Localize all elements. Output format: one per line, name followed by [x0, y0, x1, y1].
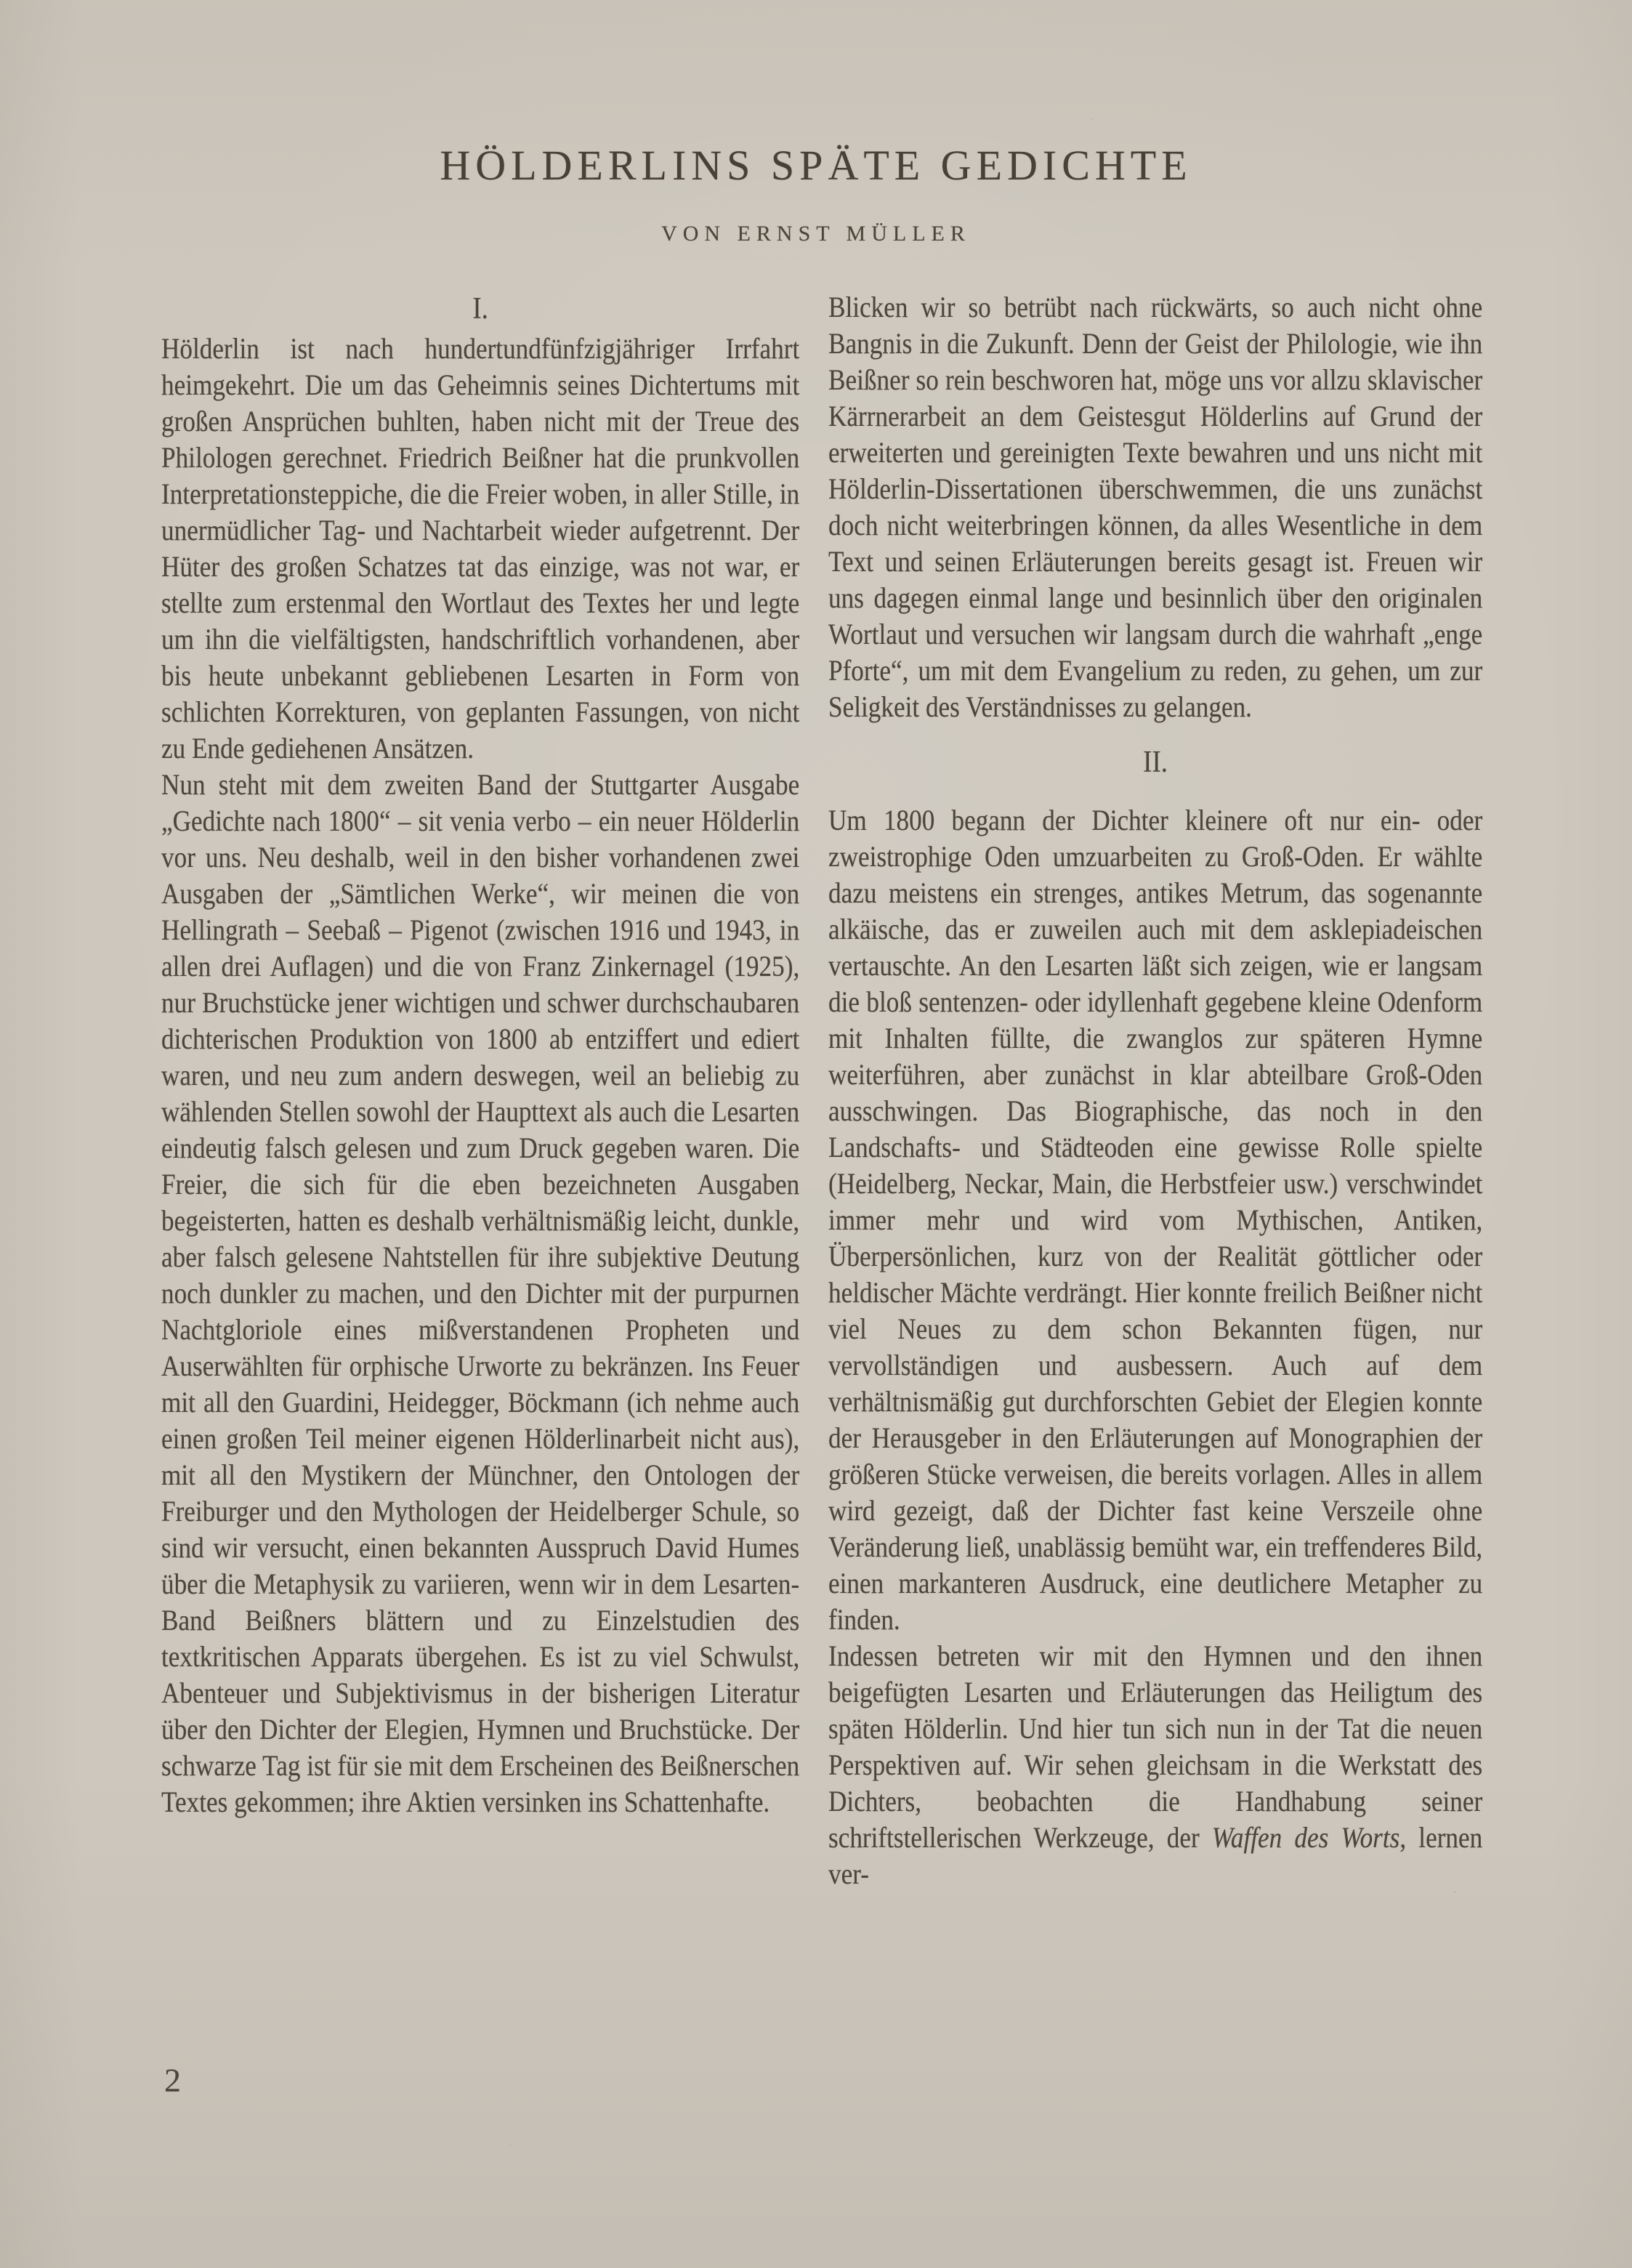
right-column-paragraph-1: Blicken wir so betrübt nach rückwärts, so auch nicht ohne Bangnis in die Zukunft. Denn der Geist der Philologie, wie ihn Beißner so rein beschworen hat, möge uns vor allzu sklavischer Kärrnerarbeit an dem Geistesgut Hölderlins auf Grund der erweiterten und gereinigten Texte bewahren und uns nicht mit Hölderlin-Dissertationen überschwemmen, die uns zunächst doch nicht weiterbringen können, da alles Wesentliche in dem Text und seinen Erläuterungen bereits gesagt ist. Freuen wir uns dagegen einmal lange und besinnlich über den originalen Wortlaut und versuchen wir langsam durch die wahrhaft „enge Pforte“, um mit dem Evangelium zu reden, zu gehen, um zur Seligkeit des Verständnisses zu gelangen.: [828, 291, 1483, 723]
right-column: [828, 289, 1482, 2091]
right-column-paragraph-3: [828, 1638, 1482, 1892]
paragraph-3-text-end: , lernen ver-: [828, 1821, 1483, 1890]
right-column-paragraph-2: Um 1800 begann der Dichter kleinere oft nur ein- oder zweistrophige Oden umzuarbeiten zu Groß-Oden. Er wählte dazu meistens ein strenges, antikes Metrum, das sogenannte alkäische, das er zuweilen auch mit dem asklepiadeischen vertauschte. An den Lesarten läßt sich zeigen, wie er langsam die bloß sentenzen- oder idyllenhaft gegebene kleine Odenform mit Inhalten füllte, die zwanglos zur späteren Hymne weiterführen, aber zunächst in klar abteilbare Groß-Oden ausschwingen. Das Biographische, das noch in den Landschafts- und Städteoden eine gewisse Rolle spielte (Heidelberg, Neckar, Main, die Herbstfeier usw.) verschwindet immer mehr und wird vom Mythischen, Antiken, Überpersönlichen, kurz von der Realität göttlicher oder heldischer Mächte verdrängt. Hier konnte freilich Beißner nicht viel Neues zu dem schon Bekannten fügen, nur vervollständigen und ausbessern. Auch auf dem verhältnismäßig gut durchforschten Gebiet der Elegien konnte der Herausgeber in den Erläuterungen auf Monographien der größeren Stücke verweisen, die bereits vorlagen. Alles in allem wird gezeigt, daß der Dichter fast keine Verszeile ohne Veränderung ließ, unablässig bemüht war, ein treffenderes Bild, einen markanteren Ausdruck, eine deutlichere Metapher zu finden.: [828, 804, 1483, 1636]
left-column-paragraph-2: Nun steht mit dem zweiten Band der Stuttgarter Ausgabe „Gedichte nach 1800“ – sit venia verbo – ein neuer Hölderlin vor uns. Neu deshalb, weil in den bisher vorhandenen zwei Ausgaben der „Sämtlichen Werke“, wir meinen die von Hellingrath – Seebaß – Pigenot (zwischen 1916 und 1943, in allen drei Auflagen) und die von Franz Zinkernagel (1925), nur Bruchstücke jener wichtigen und schwer durchschaubaren dichterischen Produktion von 1800 ab entziffert und ediert waren, und neu zum andern deswegen, weil an beliebig zu wählenden Stellen sowohl der Haupttext als auch die Lesarten eindeutig falsch gelesen und zum Druck gegeben waren. Die Freier, die sich für die eben bezeichneten Ausgaben begeisterten, hatten es deshalb verhältnismäßig leicht, dunkle, aber falsch gelesene Nahtstellen für ihre subjektive Deutung noch dunkler zu machen, und den Dichter mit der purpurnen Nachtgloriole eines mißverstandenen Propheten und Auserwählten für orphische Urworte zu bekränzen. Ins Feuer mit all den Guardini, Heidegger, Böckmann (ich nehme auch einen großen Teil meiner eigenen Hölderlinarbeit nicht aus), mit all den Mystikern der Münchner, den Ontologen der Freiburger und den Mythologen der Heidelberger Schule, so sind wir versucht, einen bekannten Ausspruch David Humes über die Metaphysik zu variieren, wenn wir in dem Lesarten-Band Beißners blättern und zu Einzelstudien des textkritischen Apparats übergehen. Es ist zu viel Schwulst, Abenteuer und Subjektivismus in der bisherigen Literatur über den Dichter der Elegien, Hymnen und Bruchstücke. Der schwarze Tag ist für sie mit dem Erscheinen des Beißnerschen Textes gekommen; ihre Aktien versinken ins Schattenhafte.: [161, 768, 800, 1818]
italic-phrase-waffen-des-worts: Waffen des Worts: [1211, 1821, 1400, 1854]
left-column: [161, 291, 799, 2093]
page-number: 2: [164, 2062, 181, 2099]
section-heading-one: I.: [472, 292, 488, 326]
paragraph-3-text: Indessen betreten wir mit den Hymnen und den ihnen beigefügten Lesarten und Erläuterungen das Heiligtum des späten Hölderlin. Und hier tun sich nun in der Tat die neuen Perspektiven auf. Wir sehen gleichsam in die Werkstatt des Dichters, beobachten die Handhabung seiner schriftstellerischen Werkzeuge, der: [828, 1639, 1483, 1854]
byline: VON ERNST MÜLLER: [661, 222, 971, 246]
section-heading-two: II.: [1143, 746, 1168, 779]
left-column-paragraph-1: Hölderlin ist nach hundertundfünfzigjähriger Irrfahrt heimgekehrt. Die um das Geheimnis seines Dichtertums mit großen Ansprüchen buhlten, haben nicht mit der Treue des Philologen gerechnet. Friedrich Beißner hat die prunkvollen Interpretationsteppiche, die die Freier woben, in aller Stille, in unermüdlicher Tag- und Nachtarbeit wieder aufgetrennt. Der Hüter des großen Schatzes tat das einzige, was not war, er stellte zum erstenmal den Wortlaut des Textes her und legte um ihn die vielfältigsten, handschriftlich vorhandenen, aber bis heute unbekannt gebliebenen Lesarten in Form von schlichten Korrekturen, von geplanten Fassungen, von nicht zu Ende gediehenen Ansätzen.: [161, 332, 800, 764]
page-title: HÖLDERLINS SPÄTE GEDICHTE: [440, 142, 1192, 189]
